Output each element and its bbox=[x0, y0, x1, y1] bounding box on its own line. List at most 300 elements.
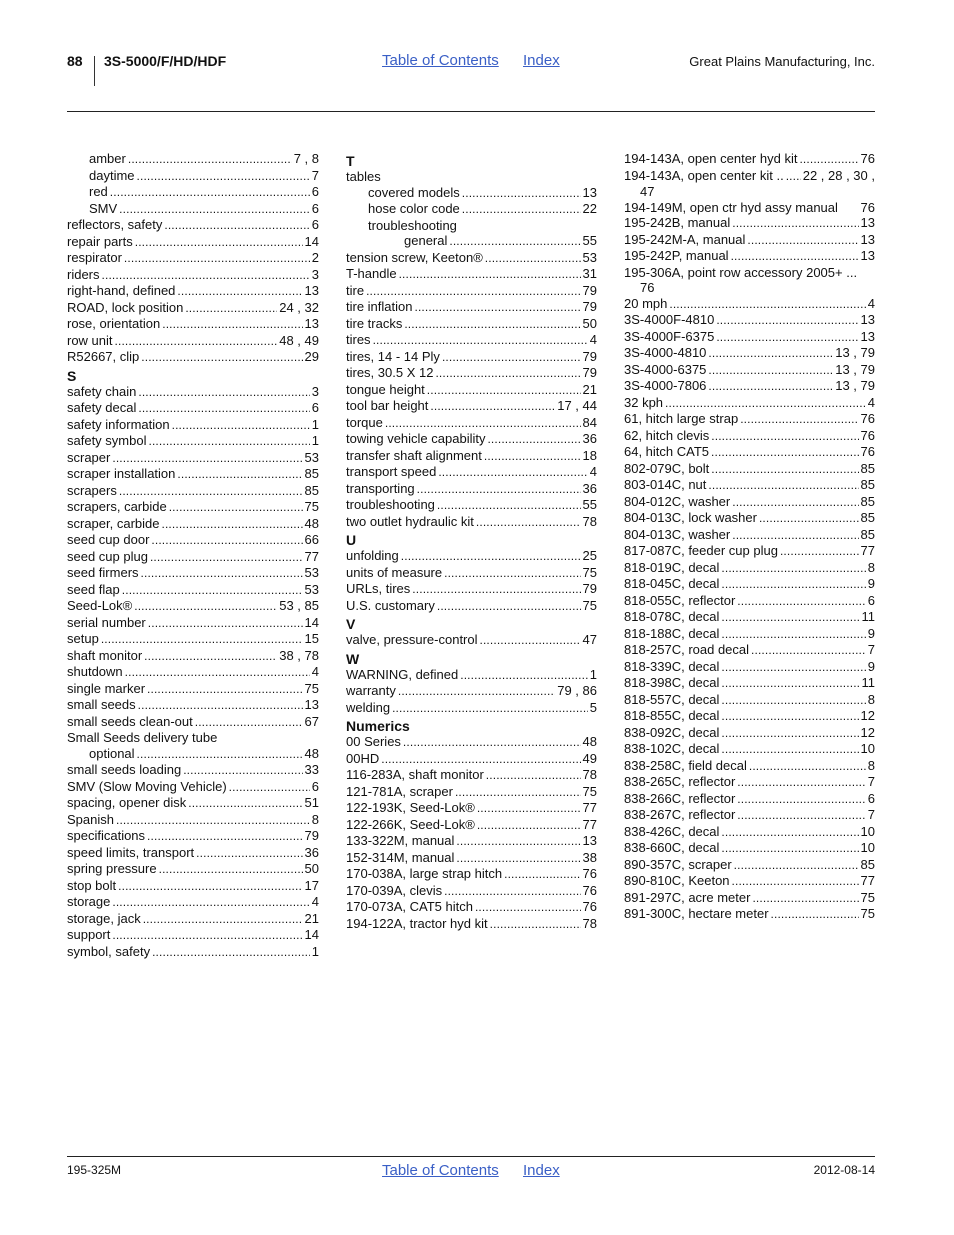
page-reference[interactable]: 75 bbox=[304, 499, 319, 514]
index-entry[interactable] bbox=[67, 648, 319, 665]
index-entry[interactable] bbox=[346, 218, 597, 234]
index-term: red bbox=[89, 184, 108, 199]
index-entry[interactable] bbox=[67, 714, 319, 731]
index-entry[interactable] bbox=[67, 450, 319, 467]
page-reference[interactable]: 4 bbox=[589, 332, 597, 347]
page-reference[interactable]: 76 bbox=[582, 866, 597, 881]
page-reference[interactable]: 4 bbox=[867, 295, 875, 311]
index-entry[interactable] bbox=[346, 283, 597, 300]
dot-leader bbox=[177, 466, 302, 483]
index-entry[interactable] bbox=[624, 461, 875, 478]
index-entry[interactable] bbox=[67, 631, 319, 648]
index-entry[interactable] bbox=[67, 927, 319, 944]
index-entry[interactable] bbox=[67, 184, 319, 201]
index-term: transfer shaft alignment bbox=[346, 447, 482, 463]
index-entry[interactable] bbox=[346, 316, 597, 333]
index-entry[interactable] bbox=[624, 708, 875, 725]
page-reference[interactable]: 3 bbox=[311, 266, 319, 282]
page-reference[interactable]: 84 bbox=[582, 414, 597, 430]
page-reference[interactable]: 13 bbox=[860, 328, 875, 344]
page-reference[interactable]: 36 bbox=[304, 844, 319, 860]
index-entry[interactable] bbox=[346, 464, 597, 481]
page-reference[interactable]: 85 bbox=[860, 477, 875, 492]
page-reference[interactable]: 79 bbox=[304, 828, 319, 843]
page-reference[interactable]: 12 bbox=[860, 724, 875, 740]
index-entry[interactable] bbox=[624, 857, 875, 874]
page-reference[interactable]: 1 bbox=[311, 433, 319, 448]
index-entry[interactable] bbox=[346, 497, 597, 514]
dot-leader bbox=[116, 812, 310, 829]
page-reference[interactable]: 50 bbox=[582, 315, 597, 331]
index-term: 818-398C, decal bbox=[624, 675, 720, 690]
page-reference[interactable]: 53 bbox=[582, 249, 597, 265]
page-reference[interactable]: 6 bbox=[311, 778, 319, 794]
page-reference[interactable]: 38 , 78 bbox=[279, 647, 319, 663]
page-reference[interactable]: 13 bbox=[304, 316, 319, 331]
page-reference[interactable]: 77 bbox=[582, 816, 597, 832]
page-reference[interactable]: 50 bbox=[304, 861, 319, 876]
page-reference[interactable]: 75 bbox=[860, 906, 875, 921]
page-reference[interactable]: 85 bbox=[304, 482, 319, 498]
page-reference[interactable]: 85 bbox=[860, 510, 875, 525]
index-entry[interactable] bbox=[346, 581, 597, 598]
index-entry[interactable] bbox=[346, 365, 597, 382]
page-reference[interactable]: 77 bbox=[860, 873, 875, 888]
dot-leader bbox=[381, 751, 580, 768]
index-entry[interactable] bbox=[346, 431, 597, 448]
page-reference[interactable]: 8 bbox=[867, 559, 875, 575]
index-entry[interactable] bbox=[624, 510, 875, 527]
page-reference[interactable]: 13 bbox=[860, 215, 875, 230]
dot-leader bbox=[721, 560, 865, 577]
page-reference[interactable]: 8 bbox=[867, 757, 875, 773]
index-entry[interactable] bbox=[346, 548, 597, 565]
index-entry[interactable] bbox=[346, 883, 597, 900]
dot-leader bbox=[490, 916, 581, 933]
index-entry[interactable] bbox=[346, 916, 597, 933]
index-entry[interactable] bbox=[67, 582, 319, 599]
index-entry[interactable] bbox=[67, 384, 319, 401]
index-entry[interactable] bbox=[624, 906, 875, 923]
page-reference[interactable]: 48 bbox=[304, 515, 319, 531]
index-entry[interactable] bbox=[67, 549, 319, 566]
index-entry[interactable] bbox=[67, 300, 319, 317]
page-reference[interactable]: 6 bbox=[311, 184, 319, 199]
index-entry[interactable] bbox=[346, 632, 597, 649]
index-entry[interactable] bbox=[67, 681, 319, 698]
dot-leader bbox=[148, 433, 309, 450]
page-reference[interactable]: 49 bbox=[582, 750, 597, 766]
index-entry[interactable] bbox=[346, 833, 597, 850]
dot-leader bbox=[449, 233, 580, 250]
index-entry[interactable] bbox=[346, 349, 597, 366]
index-entry[interactable] bbox=[67, 944, 319, 961]
index-entry[interactable] bbox=[346, 598, 597, 615]
index-entry[interactable] bbox=[624, 248, 875, 265]
index-entry[interactable] bbox=[346, 398, 597, 415]
page-reference[interactable]: 76 bbox=[860, 151, 875, 166]
dot-leader bbox=[438, 464, 587, 481]
index-entry[interactable] bbox=[624, 560, 875, 577]
page-reference[interactable]: 9 bbox=[867, 658, 875, 674]
page-reference[interactable]: 11 bbox=[861, 609, 875, 624]
index-entry[interactable] bbox=[67, 168, 319, 185]
page-reference[interactable]: 11 bbox=[861, 675, 875, 690]
page-reference-continued[interactable]: 76 bbox=[640, 280, 655, 295]
page-reference[interactable]: 75 bbox=[860, 889, 875, 905]
page-reference[interactable]: 13 bbox=[860, 248, 875, 263]
page-reference[interactable]: 7 bbox=[867, 774, 875, 789]
page-reference[interactable]: 1 bbox=[311, 416, 319, 432]
index-entry[interactable] bbox=[67, 316, 319, 333]
page-reference[interactable]: 13 bbox=[582, 833, 597, 848]
page-reference[interactable]: 6 bbox=[311, 200, 319, 216]
page-reference[interactable]: 6 bbox=[311, 217, 319, 232]
page-reference[interactable]: 33 bbox=[304, 762, 319, 777]
page-reference[interactable]: 13 , 79 bbox=[835, 378, 875, 393]
page-reference[interactable]: 1 bbox=[589, 666, 597, 682]
index-entry[interactable] bbox=[624, 659, 875, 676]
index-entry[interactable] bbox=[67, 795, 319, 812]
page-reference[interactable]: 25 bbox=[582, 548, 597, 563]
header-index-link[interactable]: Index bbox=[523, 52, 560, 69]
page-reference[interactable]: 24 , 32 bbox=[279, 299, 319, 315]
index-entry[interactable] bbox=[624, 444, 875, 461]
index-entry[interactable] bbox=[67, 201, 319, 218]
page-reference[interactable]: 6 bbox=[311, 400, 319, 415]
index-term: 32 kph bbox=[624, 394, 664, 410]
index-entry[interactable] bbox=[346, 734, 597, 751]
page-reference[interactable]: 4 bbox=[867, 394, 875, 410]
page-reference[interactable]: 75 bbox=[582, 597, 597, 613]
index-entry[interactable] bbox=[67, 217, 319, 234]
index-term: 20 mph bbox=[624, 295, 668, 311]
page-reference[interactable]: 22 bbox=[582, 201, 597, 216]
index-entry[interactable] bbox=[624, 543, 875, 560]
index-entry[interactable] bbox=[624, 692, 875, 709]
index-entry[interactable] bbox=[346, 767, 597, 784]
dot-leader bbox=[196, 845, 302, 862]
index-entry[interactable] bbox=[67, 267, 319, 284]
index-entry[interactable] bbox=[346, 565, 597, 582]
page-reference[interactable]: 79 , 86 bbox=[557, 683, 597, 698]
index-entry[interactable] bbox=[624, 758, 875, 775]
index-entry[interactable] bbox=[624, 395, 875, 412]
index-entry[interactable] bbox=[346, 250, 597, 267]
page-reference[interactable]: 13 bbox=[860, 312, 875, 327]
page-reference[interactable]: 77 bbox=[582, 800, 597, 815]
index-entry[interactable] bbox=[346, 784, 597, 801]
page-reference[interactable]: 14 bbox=[304, 233, 319, 249]
index-entry[interactable] bbox=[67, 812, 319, 829]
page-reference[interactable]: 10 bbox=[860, 840, 875, 855]
index-entry[interactable] bbox=[346, 185, 597, 202]
page-reference[interactable]: 6 bbox=[867, 592, 875, 608]
index-entry[interactable] bbox=[624, 873, 875, 890]
page-reference[interactable]: 79 bbox=[582, 299, 597, 314]
footer-index-link[interactable]: Index bbox=[523, 1162, 560, 1179]
index-entry[interactable] bbox=[346, 382, 597, 399]
page-reference[interactable]: 15 bbox=[304, 631, 319, 646]
index-entry[interactable] bbox=[346, 899, 597, 916]
page-reference[interactable]: 79 bbox=[582, 282, 597, 298]
page-reference[interactable]: 3 bbox=[311, 383, 319, 399]
index-term: symbol, safety bbox=[67, 943, 151, 959]
index-entry[interactable] bbox=[67, 664, 319, 681]
page-reference[interactable]: 79 bbox=[582, 365, 597, 380]
page-reference[interactable]: 21 bbox=[304, 910, 319, 926]
index-entry[interactable] bbox=[624, 725, 875, 742]
index-entry[interactable] bbox=[67, 349, 319, 366]
page-reference[interactable]: 51 bbox=[304, 795, 319, 810]
page-reference[interactable]: 77 bbox=[860, 543, 875, 558]
page-reference[interactable]: 48 , 49 bbox=[279, 332, 319, 348]
page-reference[interactable]: 76 bbox=[582, 882, 597, 898]
page-reference[interactable]: 9 bbox=[867, 625, 875, 641]
page-reference[interactable]: 29 bbox=[304, 349, 319, 364]
index-entry[interactable] bbox=[67, 746, 319, 763]
page-reference[interactable]: 7 bbox=[311, 167, 319, 183]
index-entry[interactable] bbox=[624, 312, 875, 329]
page-reference[interactable]: 53 bbox=[304, 581, 319, 597]
index-entry[interactable] bbox=[346, 866, 597, 883]
index-entry[interactable] bbox=[67, 250, 319, 267]
index-entry[interactable] bbox=[624, 200, 875, 216]
page-reference[interactable]: 53 , 85 bbox=[279, 598, 319, 613]
index-entry[interactable] bbox=[346, 481, 597, 498]
index-entry[interactable] bbox=[624, 840, 875, 857]
page-reference[interactable]: 78 bbox=[582, 513, 597, 529]
index-entry[interactable] bbox=[346, 201, 597, 218]
page-reference[interactable]: 13 bbox=[582, 184, 597, 200]
index-entry[interactable] bbox=[624, 890, 875, 907]
index-entry[interactable] bbox=[67, 151, 319, 168]
page-reference[interactable]: 78 bbox=[582, 915, 597, 931]
page-reference[interactable]: 31 bbox=[582, 266, 597, 281]
index-term: tires, 14 - 14 Ply bbox=[346, 348, 440, 364]
page-reference[interactable]: 48 bbox=[304, 745, 319, 761]
index-entry[interactable] bbox=[67, 779, 319, 796]
page-reference[interactable]: 67 bbox=[304, 713, 319, 729]
page-reference[interactable]: 78 bbox=[582, 767, 597, 782]
index-entry[interactable] bbox=[624, 362, 875, 379]
index-entry[interactable] bbox=[624, 494, 875, 511]
page-reference[interactable]: 85 bbox=[860, 856, 875, 872]
dot-leader bbox=[150, 549, 303, 566]
index-entry[interactable] bbox=[346, 683, 597, 700]
page-reference[interactable]: 22 , 28 , 30 , bbox=[802, 167, 875, 183]
index-entry[interactable] bbox=[346, 700, 597, 717]
page-reference[interactable]: 4 bbox=[311, 894, 319, 909]
index-entry[interactable] bbox=[346, 332, 597, 349]
page-reference[interactable]: 76 bbox=[582, 899, 597, 914]
page-reference[interactable]: 13 bbox=[304, 283, 319, 298]
index-entry[interactable] bbox=[624, 345, 875, 362]
page-reference[interactable]: 12 bbox=[860, 708, 875, 723]
index-entry[interactable] bbox=[624, 477, 875, 494]
index-entry[interactable] bbox=[346, 667, 597, 684]
index-entry[interactable] bbox=[624, 151, 875, 168]
index-entry[interactable] bbox=[624, 576, 875, 593]
index-entry[interactable] bbox=[67, 499, 319, 516]
page-reference[interactable]: 7 bbox=[867, 807, 875, 822]
index-entry[interactable] bbox=[67, 598, 319, 615]
index-entry[interactable] bbox=[67, 433, 319, 450]
page-reference[interactable]: 14 bbox=[304, 614, 319, 630]
page-reference[interactable]: 53 bbox=[304, 449, 319, 465]
index-entry[interactable] bbox=[67, 911, 319, 928]
page-reference[interactable]: 4 bbox=[589, 464, 597, 479]
index-entry[interactable] bbox=[67, 417, 319, 434]
index-term: 804-013C, washer bbox=[624, 526, 731, 542]
page-reference[interactable]: 85 bbox=[304, 466, 319, 481]
index-entry[interactable] bbox=[624, 824, 875, 841]
page-reference[interactable]: 14 bbox=[304, 927, 319, 942]
page-reference[interactable]: 18 bbox=[582, 447, 597, 463]
index-entry[interactable] bbox=[67, 845, 319, 862]
page-reference[interactable]: 13 , 79 bbox=[835, 361, 875, 377]
page-reference[interactable]: 2 bbox=[311, 250, 319, 265]
page-reference[interactable]: 6 bbox=[867, 790, 875, 806]
header-toc-link[interactable]: Table of Contents bbox=[382, 52, 499, 69]
index-entry[interactable] bbox=[624, 168, 875, 185]
page-reference[interactable]: 10 bbox=[860, 823, 875, 839]
page-reference[interactable]: 76 bbox=[860, 427, 875, 443]
index-entry[interactable] bbox=[67, 234, 319, 251]
page-reference[interactable]: 36 bbox=[582, 480, 597, 496]
index-entry[interactable] bbox=[346, 169, 597, 185]
index-entry[interactable] bbox=[67, 400, 319, 417]
index-entry[interactable] bbox=[624, 741, 875, 758]
index-term: tire bbox=[346, 282, 365, 298]
index-entry[interactable] bbox=[67, 697, 319, 714]
page-reference[interactable]: 21 bbox=[582, 381, 597, 397]
index-entry[interactable] bbox=[624, 265, 875, 281]
index-entry[interactable] bbox=[67, 466, 319, 483]
index-entry[interactable] bbox=[624, 642, 875, 659]
dot-leader bbox=[373, 332, 588, 349]
index-entry[interactable] bbox=[624, 774, 875, 791]
index-term: safety information bbox=[67, 416, 170, 432]
page-reference[interactable]: 13 , 79 bbox=[835, 345, 875, 360]
page-reference[interactable]: 17 , 44 bbox=[557, 398, 597, 413]
page-reference[interactable]: 10 bbox=[860, 741, 875, 756]
index-entry[interactable] bbox=[624, 791, 875, 808]
page-reference[interactable]: 7 , 8 bbox=[293, 151, 319, 166]
page-reference[interactable]: 55 bbox=[582, 233, 597, 248]
page-reference[interactable]: 13 bbox=[304, 697, 319, 712]
index-term: tires, 30.5 X 12 bbox=[346, 365, 434, 380]
page-reference[interactable]: 48 bbox=[582, 734, 597, 749]
index-entry[interactable] bbox=[624, 378, 875, 395]
page-reference[interactable]: 79 bbox=[582, 581, 597, 596]
index-entry[interactable] bbox=[624, 296, 875, 313]
index-entry[interactable] bbox=[624, 215, 875, 232]
index-term: 804-012C, washer bbox=[624, 493, 731, 509]
index-entry[interactable] bbox=[67, 878, 319, 895]
index-entry[interactable] bbox=[346, 850, 597, 867]
index-term: 838-258C, field decal bbox=[624, 757, 747, 773]
index-entry[interactable] bbox=[67, 828, 319, 845]
page-reference[interactable]: 79 bbox=[582, 348, 597, 364]
page-reference[interactable]: 85 bbox=[860, 460, 875, 476]
index-entry[interactable] bbox=[624, 329, 875, 346]
index-entry[interactable] bbox=[67, 333, 319, 350]
index-entry[interactable] bbox=[67, 483, 319, 500]
index-entry[interactable] bbox=[346, 751, 597, 768]
index-entry[interactable] bbox=[67, 283, 319, 300]
index-entry[interactable] bbox=[624, 428, 875, 445]
page-reference[interactable]: 76 bbox=[860, 444, 875, 459]
dot-leader bbox=[475, 899, 581, 916]
index-entry[interactable] bbox=[624, 807, 875, 824]
page-reference[interactable]: 7 bbox=[867, 642, 875, 657]
index-entry[interactable] bbox=[67, 565, 319, 582]
index-entry[interactable] bbox=[67, 532, 319, 549]
page-reference[interactable]: 17 bbox=[304, 877, 319, 893]
page-reference[interactable]: 1 bbox=[311, 943, 319, 959]
dot-leader bbox=[721, 741, 858, 758]
page-reference[interactable]: 77 bbox=[304, 548, 319, 564]
index-entry[interactable] bbox=[346, 415, 597, 432]
page-reference[interactable]: 85 bbox=[860, 493, 875, 509]
index-entry[interactable] bbox=[67, 894, 319, 911]
page-reference[interactable]: 36 bbox=[582, 431, 597, 446]
index-entry[interactable] bbox=[67, 762, 319, 779]
page-reference[interactable]: 75 bbox=[582, 564, 597, 580]
page-reference[interactable]: 76 bbox=[860, 199, 875, 215]
page-reference[interactable]: 53 bbox=[304, 565, 319, 580]
page-reference[interactable]: 38 bbox=[582, 849, 597, 865]
dot-leader bbox=[759, 510, 859, 527]
page-reference[interactable]: 13 bbox=[860, 231, 875, 247]
index-term: torque bbox=[346, 414, 383, 430]
index-entry[interactable] bbox=[624, 626, 875, 643]
page-reference-continued[interactable]: 47 bbox=[640, 184, 655, 199]
page-reference[interactable]: 76 bbox=[860, 411, 875, 426]
index-entry[interactable] bbox=[346, 800, 597, 817]
page-reference[interactable]: 9 bbox=[867, 576, 875, 591]
page-reference[interactable]: 4 bbox=[311, 664, 319, 679]
index-entry[interactable] bbox=[67, 730, 319, 746]
index-entry[interactable] bbox=[624, 675, 875, 692]
page-reference[interactable]: 8 bbox=[867, 691, 875, 707]
page-reference[interactable]: 47 bbox=[582, 632, 597, 647]
index-entry[interactable] bbox=[346, 514, 597, 531]
index-entry[interactable] bbox=[346, 817, 597, 834]
index-entry[interactable] bbox=[624, 593, 875, 610]
index-entry[interactable] bbox=[624, 527, 875, 544]
page-reference[interactable]: 85 bbox=[860, 526, 875, 542]
index-entry[interactable] bbox=[346, 299, 597, 316]
index-entry[interactable] bbox=[346, 266, 597, 283]
page-reference[interactable]: 75 bbox=[582, 783, 597, 799]
index-entry[interactable] bbox=[67, 516, 319, 533]
index-entry[interactable] bbox=[67, 861, 319, 878]
index-entry[interactable] bbox=[346, 233, 597, 250]
page-reference[interactable]: 66 bbox=[304, 532, 319, 547]
index-entry[interactable] bbox=[624, 411, 875, 428]
page-reference[interactable]: 8 bbox=[311, 811, 319, 827]
page-reference[interactable]: 5 bbox=[589, 699, 597, 715]
index-entry[interactable] bbox=[624, 609, 875, 626]
page-reference[interactable]: 55 bbox=[582, 497, 597, 512]
index-entry[interactable] bbox=[346, 448, 597, 465]
index-entry[interactable] bbox=[624, 232, 875, 249]
footer-toc-link[interactable]: Table of Contents bbox=[382, 1162, 499, 1179]
index-entry[interactable] bbox=[67, 615, 319, 632]
page-reference[interactable]: 75 bbox=[304, 680, 319, 696]
